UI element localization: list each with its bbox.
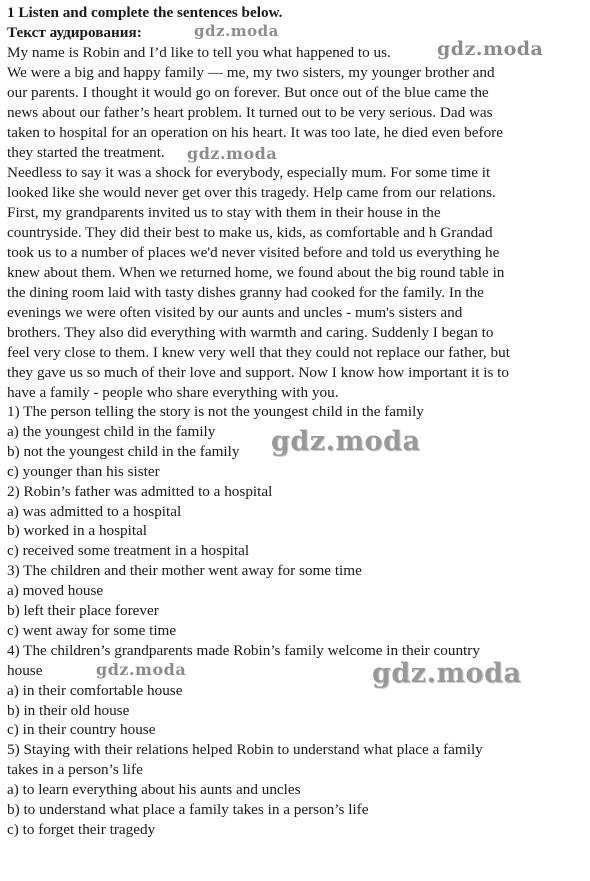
text-line: We were a big and happy family — me, my two sisters, my younger brother and <box>7 64 495 81</box>
question-line: a) the youngest child in the family <box>7 422 216 440</box>
text-line: looked like she would never get over this tragedy. Help came from our relations. <box>7 184 496 201</box>
watermark: gdz.moda <box>96 660 187 679</box>
question-line: b) left their place forever <box>7 602 159 619</box>
question-line: b) in their old house <box>7 701 130 719</box>
text-line: they started the treatment. <box>7 144 165 161</box>
watermark: gdz.moda <box>271 426 421 457</box>
watermark: gdz.moda <box>187 144 278 163</box>
question-line: c) younger than his sister <box>7 462 160 480</box>
text-line: feel very close to them. I knew very well that they could not replace our father, but <box>7 344 510 361</box>
question-line: 4) The children’s grandparents made Robin’s family welcome in their country <box>7 641 480 659</box>
text-line: evenings we were often visited by our aunts and uncles - mum's sisters and <box>7 304 463 321</box>
question-line: 2) Robin’s father was admitted to a hospital <box>7 482 273 500</box>
watermark: gdz.moda <box>194 22 279 40</box>
question-line: c) received some treatment in a hospital <box>7 542 250 560</box>
question-line: takes in a person’s life <box>7 761 143 779</box>
heading: 1 Listen and complete the sentences below. <box>7 4 283 21</box>
question-line: b) not the youngest child in the family <box>7 442 240 460</box>
text-line: countryside. They did their best to make us, kids, as comfortable and h Grandad <box>7 224 493 241</box>
text-line: the dining room laid with tasty dishes granny had cooked for the family. In the <box>7 284 484 301</box>
question-line: c) to forget their tragedy <box>7 820 156 838</box>
text-line: brothers. They also did everything with warmth and caring. Suddenly I began to <box>7 324 494 341</box>
question-line: 3) The children and their mother went away for some time <box>7 562 362 580</box>
question-line: c) went away for some time <box>7 621 177 639</box>
text-line: they gave us so much of their love and support. Now I know how important it is to <box>7 364 509 381</box>
question-line: c) in their country house <box>7 721 156 739</box>
watermark: gdz.moda <box>372 658 522 689</box>
question-line: 5) Staying with their relations helped Robin to understand what place a family <box>7 741 483 759</box>
text-line: Needless to say it was a shock for everybody, especially mum. For some time it <box>7 164 491 181</box>
question-line: 1) The person telling the story is not the youngest child in the family <box>7 403 424 420</box>
watermark: gdz.moda <box>437 38 544 60</box>
subheading: Текст аудирования: <box>7 24 142 41</box>
text-line: news about our father’s heart problem. It turned out to be very serious. Dad was <box>7 104 493 121</box>
text-line: our parents. I thought it would go on forever. But once out of the blue came the <box>7 84 489 101</box>
text-line: knew about them. When we returned home, we found about the big round table in <box>7 264 505 281</box>
question-line: house <box>7 661 43 679</box>
question-line: a) to learn everything about his aunts and uncles <box>7 781 301 799</box>
question-line: b) worked in a hospital <box>7 522 148 540</box>
text-line: have a family - people who share everything with you. <box>7 384 339 401</box>
question-line: a) in their comfortable house <box>7 681 183 699</box>
text-line: First, my grandparents invited us to stay with them in their house in the <box>7 204 441 221</box>
question-line: b) to understand what place a family takes in a person’s life <box>7 801 369 818</box>
text-line: taken to hospital for an operation on his heart. It was too late, he died even before <box>7 124 503 141</box>
question-line: a) was admitted to a hospital <box>7 502 182 520</box>
question-line: a) moved house <box>7 582 104 600</box>
text-line: My name is Robin and I’d like to tell you what happened to us. <box>7 44 391 61</box>
text-line: took us to a number of places we'd never visited before and told us everything he <box>7 244 500 261</box>
